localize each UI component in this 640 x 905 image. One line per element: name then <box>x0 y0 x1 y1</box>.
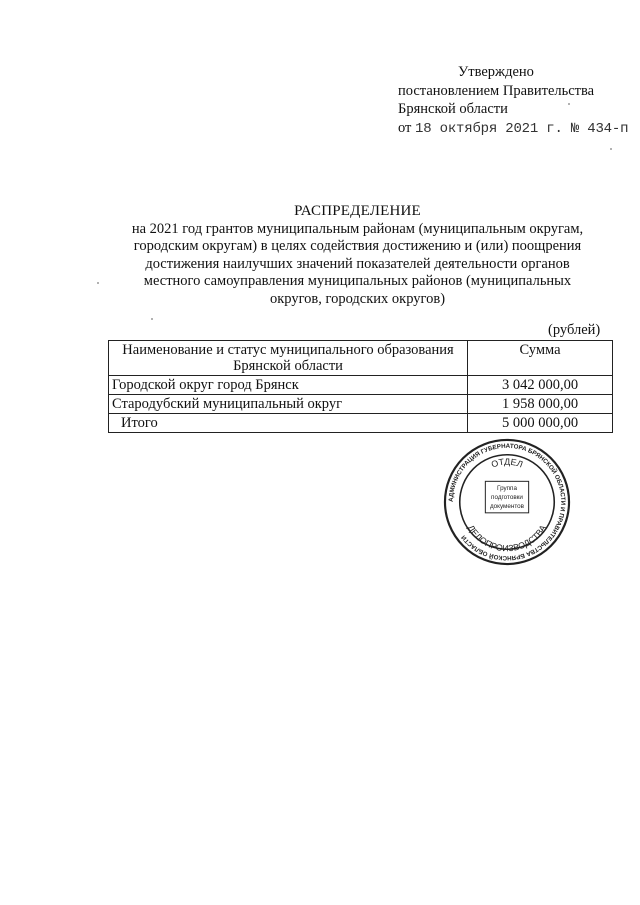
title-line: городским округам) в целях содействия достижению и (или) поощрения <box>133 238 582 254</box>
stamp-center-bottom: ДЕЛОПРОИЗВОДСТВА <box>465 523 549 554</box>
total-amount: 5 000 000,00 <box>468 414 613 433</box>
row-name: Стародубский муниципальный округ <box>109 395 468 414</box>
total-label: Итого <box>109 414 468 433</box>
stamp-center-top: ОТДЕЛ <box>489 456 525 470</box>
table-header-row <box>109 341 613 376</box>
title-line: на 2021 год грантов муниципальным районам (муниципальным округам, <box>131 220 584 237</box>
stamp-inner-line: Группа <box>497 485 517 493</box>
approval-date-line <box>398 119 638 139</box>
title-line: местного самоуправления муниципальных районов (муниципальных <box>143 273 572 289</box>
distribution-table <box>108 340 613 433</box>
stamp-ring-text: АДМИНИСТРАЦИЯ ГУБЕРНАТОРА БРЯНСКОЙ ОБЛАСТИ И ПРАВИТЕЛЬСТВА БРЯНСКОЙ ОБЛАСТИ <box>447 442 567 562</box>
official-stamp <box>443 438 571 566</box>
stamp-inner-line: подготовки <box>491 494 523 502</box>
header-name: Наименование и статус муниципального образования Брянской области <box>109 341 468 376</box>
stamp-inner-line: документов <box>489 502 525 510</box>
total-row <box>109 414 613 433</box>
scan-speck <box>610 148 612 150</box>
scan-speck <box>151 318 153 320</box>
scan-speck <box>568 103 570 105</box>
header-amount: Сумма <box>468 341 613 376</box>
title-heading: РАСПРЕДЕЛЕНИЕ <box>294 203 421 219</box>
title-line: округов, городских округов) <box>269 290 446 307</box>
table-row <box>109 376 613 395</box>
table-row <box>109 395 613 414</box>
date-prefix: от <box>398 119 412 136</box>
row-name: Городской округ город Брянск <box>109 376 468 395</box>
scan-speck <box>97 282 99 284</box>
row-amount: 3 042 000,00 <box>468 376 613 395</box>
currency-note: (рублей) <box>548 322 601 338</box>
approval-line: Утверждено <box>458 64 534 80</box>
approval-line: постановлением Правительства <box>398 82 595 99</box>
document-title <box>100 203 615 308</box>
approval-line: Брянской области <box>398 101 508 117</box>
approval-block <box>398 63 638 138</box>
row-amount: 1 958 000,00 <box>468 395 613 414</box>
title-line: достижения наилучших значений показателей деятельности органов <box>145 255 570 272</box>
date-value: 18 октября 2021 г. № 434-п <box>415 120 629 137</box>
